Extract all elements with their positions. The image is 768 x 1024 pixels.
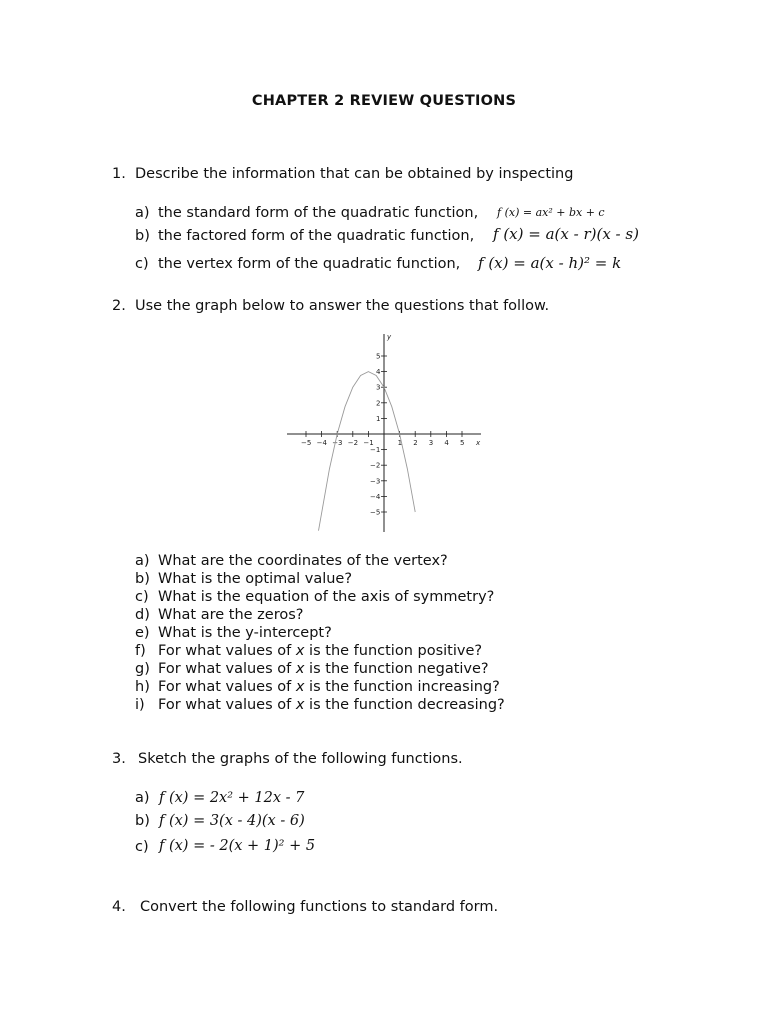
q3-a-formula: f (x) = 2x² + 12x - 7 [159, 790, 305, 806]
q2-d-label: d) [135, 607, 150, 623]
q1-text: Describe the information that can be obtained by inspecting [135, 166, 574, 182]
y-tick-label: −3 [370, 477, 381, 486]
q1-a-label: a) [135, 205, 150, 221]
q2-f-label: f) [135, 643, 146, 659]
y-tick-label: 3 [376, 383, 381, 392]
q2-i-label: i) [135, 697, 145, 713]
q3-c-label: c) [135, 839, 149, 855]
q2-c-text: What is the equation of the axis of symmetry? [158, 589, 495, 605]
q3-b-label: b) [135, 813, 150, 829]
graph-axes [287, 334, 481, 532]
q3-text: Sketch the graphs of the following functions. [138, 751, 463, 767]
q2-b-label: b) [135, 571, 150, 587]
x-tick-label: 1 [397, 439, 403, 447]
q2-number: 2. [112, 298, 126, 314]
graph-curve [316, 372, 416, 531]
y-tick-label: −2 [370, 461, 381, 470]
q1-b-formula: f (x) = a(x - r)(x - s) [493, 225, 639, 243]
x-tick-label: −5 [301, 439, 312, 447]
x-tick-label: 3 [428, 439, 434, 447]
q1-b-text: the factored form of the quadratic function, [158, 228, 475, 244]
q1-a-text: the standard form of the quadratic function, [158, 205, 479, 221]
q3-c-formula: f (x) = - 2(x + 1)² + 5 [159, 838, 316, 854]
q2-h-text: For what values of x is the function increasing? [158, 679, 500, 695]
y-axis-label: y [387, 333, 392, 341]
q2-i-text: For what values of x is the function decreasing? [158, 697, 505, 713]
q1-c-label: c) [135, 256, 149, 272]
parabola-graph [285, 330, 485, 540]
q2-text: Use the graph below to answer the questions that follow. [135, 298, 550, 314]
q2-a-label: a) [135, 553, 150, 569]
q2-a-text: What are the coordinates of the vertex? [158, 553, 448, 569]
y-tick-label: −1 [370, 446, 381, 455]
q2-d-text: What are the zeros? [158, 607, 304, 623]
q3-number: 3. [112, 751, 126, 767]
page-title: CHAPTER 2 REVIEW QUESTIONS [251, 93, 517, 109]
q2-h-label: h) [135, 679, 150, 695]
q1-c-formula: f (x) = a(x - h)² = k [478, 254, 622, 272]
y-tick-label: 5 [376, 352, 381, 361]
parabola-curve [316, 372, 416, 531]
q1-b-label: b) [135, 228, 150, 244]
q4-number: 4. [112, 899, 126, 915]
q4-text: Convert the following functions to standard form. [140, 899, 499, 915]
x-tick-label: 4 [444, 439, 449, 447]
x-tick-label: −2 [347, 439, 359, 447]
q2-c-label: c) [135, 589, 149, 605]
x-tick-label: −1 [363, 439, 374, 447]
x-tick-label: 2 [413, 439, 418, 447]
q1-number: 1. [112, 166, 126, 182]
y-tick-label: 1 [376, 414, 381, 423]
x-tick-label: 5 [460, 439, 465, 447]
q2-b-text: What is the optimal value? [158, 571, 353, 587]
y-tick-label: 2 [376, 399, 381, 408]
q2-e-text: What is the y-intercept? [158, 625, 332, 641]
y-tick-label: −5 [370, 508, 381, 517]
x-tick-label: −3 [332, 439, 343, 447]
y-tick-label: −4 [370, 492, 381, 501]
q2-f-text: For what values of x is the function positive? [158, 643, 483, 659]
q3-a-label: a) [135, 790, 150, 806]
x-axis-label: x [476, 439, 481, 447]
q2-g-label: g) [135, 661, 150, 677]
q1-c-text: the vertex form of the quadratic function, [158, 256, 461, 272]
q2-e-label: e) [135, 625, 150, 641]
q1-a-formula: f (x) = ax² + bx + c [497, 206, 605, 219]
q2-g-text: For what values of x is the function negative? [158, 661, 489, 677]
q3-b-formula: f (x) = 3(x - 4)(x - 6) [159, 813, 305, 829]
x-tick-label: −4 [316, 439, 327, 447]
y-tick-label: 4 [376, 368, 381, 377]
